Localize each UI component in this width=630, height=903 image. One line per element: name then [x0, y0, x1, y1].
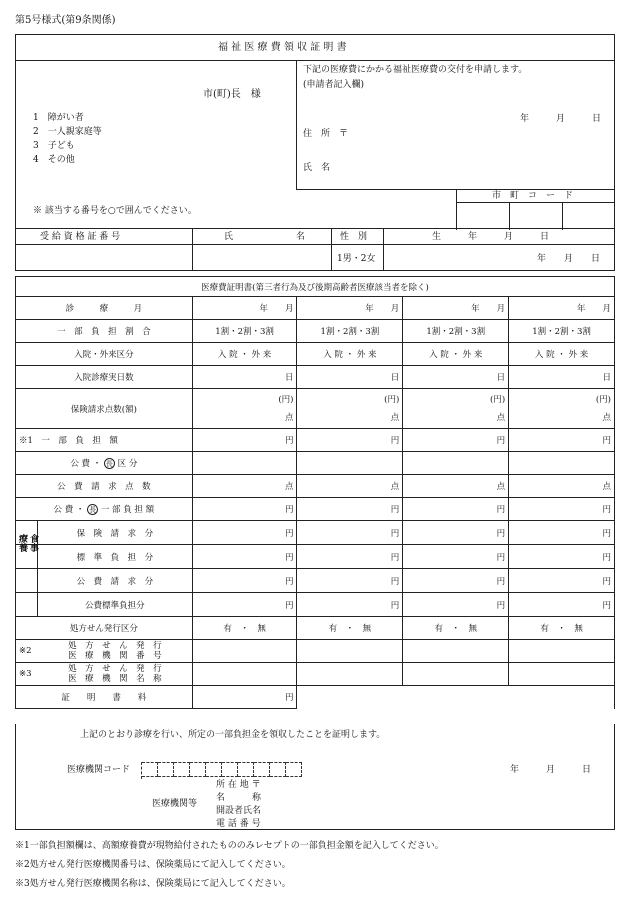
note-2: ※2処方せん発行医療機関番号は、保険薬局にて記入してください。 — [15, 860, 291, 870]
city-code-cell[interactable] — [562, 202, 563, 230]
yen-paren: (円) — [384, 394, 400, 405]
eligibility-col-divider — [383, 229, 384, 271]
meal-column — [16, 593, 38, 616]
yen-paren: (円) — [278, 394, 294, 405]
copay-cell[interactable]: 円 — [297, 429, 403, 452]
days-cell[interactable]: 日 — [403, 366, 509, 389]
rx-name-line: 医 療 機 関 名 称 — [68, 674, 162, 684]
table-row — [16, 389, 615, 429]
form-number: 第5号様式(第9条関係) — [15, 15, 116, 26]
application-date[interactable]: 年 月 日 — [520, 114, 602, 124]
eligibility-col-divider — [192, 229, 193, 271]
rx-no-line: 医 療 機 関 番 号 — [68, 651, 162, 661]
meal-cell[interactable]: 円 — [192, 521, 297, 545]
inst-address[interactable]: 所 在 地 〒 — [216, 780, 261, 790]
fee-blank — [297, 686, 615, 709]
public-copay-cell[interactable]: 円 — [403, 498, 509, 521]
address-field[interactable]: 住 所 〒 — [303, 129, 349, 139]
fee-label: 証 明 書 料 — [16, 686, 193, 709]
ratio-label: 一 部 負 担 割 合 — [16, 320, 193, 343]
meal-cell[interactable]: 円 — [509, 569, 615, 593]
rx-cell[interactable]: 有 ・ 無 — [192, 617, 297, 640]
note-1: ※1一部負担額欄は、高額療養費が現物給付されたもののみレセプトの一部負担金額を記入してください。 — [15, 841, 444, 851]
days-cell[interactable]: 日 — [509, 366, 615, 389]
institution-label: 医療機関等 — [152, 799, 198, 809]
meal-cell[interactable]: 円 — [192, 593, 297, 617]
note-3: ※3処方せん発行医療機関名称は、保険薬局にて記入してください。 — [15, 879, 291, 889]
rx-name-cell[interactable] — [509, 663, 615, 686]
table-row — [16, 569, 615, 593]
public-cat-label: 公 費 ・ 長 区 分 — [16, 452, 193, 475]
certify-text: 上記のとおり診療を行い、所定の一部負担金を領収したことを証明します。 — [80, 730, 386, 740]
rx-no-cell[interactable] — [192, 640, 297, 663]
meal-column — [16, 569, 38, 592]
rx-no-cell[interactable] — [403, 640, 509, 663]
circled-char: 長 — [89, 506, 97, 514]
public-copay-label: 公 費 ・ 長 一 部 負 担 額 — [16, 498, 193, 521]
table-row — [16, 617, 615, 640]
meal-row-label: 保 険 請 求 分 — [76, 528, 154, 539]
cert-header: 医療費証明書(第三者行為及び後期高齢者医療該当者を除く) — [16, 277, 615, 297]
points-cell[interactable] — [509, 389, 615, 429]
yen-paren: (円) — [595, 394, 611, 405]
table-row — [16, 663, 615, 686]
meal-cell[interactable]: 円 — [192, 569, 297, 593]
inout-cell[interactable]: 入 院 ・ 外 来 — [297, 343, 403, 366]
name-field[interactable]: 氏 名 — [303, 163, 331, 173]
ratio-cell[interactable]: 1割・2割・3割 — [403, 320, 509, 343]
points-cell[interactable] — [192, 389, 297, 429]
birth-value[interactable]: 年 月 日 — [537, 254, 601, 264]
public-copay-cell[interactable]: 円 — [192, 498, 297, 521]
birth-label: 生 年 月 日 — [432, 232, 550, 242]
inout-cell[interactable]: 入 院 ・ 外 来 — [403, 343, 509, 366]
table-row — [16, 498, 615, 521]
ratio-cell[interactable]: 1割・2割・3割 — [509, 320, 615, 343]
city-code-cell[interactable] — [509, 202, 510, 230]
table-row — [16, 593, 615, 617]
meal-label-cell — [16, 593, 193, 617]
form-title: 福 祉 医 療 費 領 収 証 明 書 — [218, 42, 347, 53]
meal-cell[interactable]: 円 — [403, 569, 509, 593]
yen-paren: (円) — [490, 394, 506, 405]
table-row — [16, 320, 615, 343]
circled-char: 長 — [105, 460, 113, 468]
points-label: 保険請求点数(額) — [16, 389, 193, 429]
public-cat-cell[interactable] — [509, 452, 615, 475]
meal-vertical-label — [16, 533, 38, 568]
public-cat-cell[interactable] — [192, 452, 297, 475]
sex-value[interactable]: 1男・2女 — [337, 254, 376, 264]
rx-cell[interactable]: 有 ・ 無 — [297, 617, 403, 640]
table-row — [16, 545, 615, 569]
rx-cell[interactable]: 有 ・ 無 — [403, 617, 509, 640]
rx-label: 処方せん発行区分 — [16, 617, 193, 640]
inst-name[interactable]: 名 称 — [216, 793, 262, 803]
public-points-cell[interactable]: 点 — [509, 475, 615, 498]
meal-label: 食事療養 — [17, 533, 38, 552]
rx-name-cell[interactable] — [403, 663, 509, 686]
meal-cell[interactable]: 円 — [403, 593, 509, 617]
ratio-cell[interactable]: 1割・2割・3割 — [192, 320, 297, 343]
eligibility-divider — [15, 244, 615, 245]
sex-label: 性 別 — [340, 232, 368, 242]
eligibility-col-divider — [331, 229, 332, 271]
certification-date[interactable]: 年 月 日 — [510, 765, 592, 775]
rx-name-cell[interactable] — [297, 663, 403, 686]
meal-row-label: 公 費 請 求 分 — [76, 576, 154, 587]
city-code-label: 市 町 コ ー ド — [492, 191, 574, 201]
public-points-cell[interactable]: 点 — [403, 475, 509, 498]
category-3: 3 子ども — [33, 141, 75, 151]
days-label: 入院診療実日数 — [16, 366, 193, 389]
meal-cell[interactable]: 円 — [297, 545, 403, 569]
inout-cell[interactable]: 入 院 ・ 外 来 — [192, 343, 297, 366]
rx-name-cell[interactable] — [192, 663, 297, 686]
rx-name-line: 処 方 せ ん 発 行 — [68, 664, 162, 674]
copay-cell[interactable]: 円 — [403, 429, 509, 452]
category-1: 1 障がい者 — [33, 113, 84, 123]
days-cell[interactable]: 日 — [297, 366, 403, 389]
public-points-label: 公 費 請 求 点 数 — [16, 475, 193, 498]
public-points-cell[interactable]: 点 — [192, 475, 297, 498]
month-cell[interactable]: 年 月 — [509, 297, 615, 320]
institution-code-input[interactable] — [141, 762, 302, 779]
month-cell[interactable]: 年 月 — [192, 297, 297, 320]
table-row — [16, 686, 615, 709]
public-copay-cell[interactable]: 円 — [509, 498, 615, 521]
table-row — [16, 297, 615, 320]
category-2: 2 一人親家庭等 — [33, 127, 102, 137]
certificate-table — [15, 276, 615, 709]
inout-label: 入院・外来区分 — [16, 343, 193, 366]
elig-name-label: 氏 名 — [224, 232, 306, 242]
cert-no-label: 受 給 資 格 証 番 号 — [40, 232, 121, 242]
points-cell[interactable] — [297, 389, 403, 429]
meal-cell[interactable]: 円 — [192, 545, 297, 569]
table-row — [16, 521, 615, 545]
meal-label-cell — [16, 521, 193, 545]
meal-label-cell — [16, 569, 193, 593]
copay-label: ※1 一 部 負 担 額 — [16, 429, 193, 452]
table-row — [16, 475, 615, 498]
rx-no-line: 処 方 せ ん 発 行 — [68, 641, 162, 651]
meal-cell[interactable]: 円 — [403, 521, 509, 545]
public-cat-cell[interactable] — [297, 452, 403, 475]
category-4: 4 その他 — [33, 155, 75, 165]
institution-code-label: 医療機関コード — [67, 765, 131, 775]
rx-no-label — [16, 640, 193, 663]
meal-cell[interactable]: 円 — [509, 593, 615, 617]
meal-cell[interactable]: 円 — [403, 545, 509, 569]
fee-cell[interactable]: 円 — [192, 686, 297, 709]
rx-cell[interactable]: 有 ・ 無 — [509, 617, 615, 640]
city-code-divider — [456, 202, 615, 203]
meal-cell[interactable]: 円 — [297, 569, 403, 593]
applicant-label: (申請者記入欄) — [303, 80, 365, 90]
point-unit: 点 — [602, 412, 611, 423]
table-row — [16, 343, 615, 366]
circle-note: ※ 該当する番号を○で囲んでください。 — [33, 206, 197, 216]
meal-row-label: 公費標準負担分 — [85, 600, 145, 611]
inst-owner[interactable]: 開設者氏名 — [216, 806, 262, 816]
table-row — [16, 452, 615, 475]
point-unit: 点 — [390, 412, 400, 423]
rx-no-cell[interactable] — [509, 640, 615, 663]
meal-cell[interactable]: 円 — [297, 593, 403, 617]
inst-phone[interactable]: 電 話 番 号 — [216, 819, 261, 829]
meal-row-label: 標 準 負 担 分 — [76, 552, 154, 563]
rx-name-mark: ※3 — [19, 669, 32, 679]
table-row — [16, 429, 615, 452]
rx-name-label — [16, 663, 193, 686]
meal-cell[interactable]: 円 — [509, 521, 615, 545]
public-cat-cell[interactable] — [403, 452, 509, 475]
title-divider — [15, 60, 615, 61]
point-unit: 点 — [284, 412, 294, 423]
days-cell[interactable]: 日 — [192, 366, 297, 389]
mayor-label: 市(町)長 様 — [203, 89, 261, 100]
public-copay-cell[interactable]: 円 — [297, 498, 403, 521]
table-row — [16, 366, 615, 389]
inout-cell[interactable]: 入 院 ・ 外 来 — [509, 343, 615, 366]
meal-cell[interactable]: 円 — [509, 545, 615, 569]
rx-no-mark: ※2 — [19, 646, 32, 656]
point-unit: 点 — [496, 412, 506, 423]
month-label: 診 療 月 — [16, 297, 193, 320]
copay-cell[interactable]: 円 — [509, 429, 615, 452]
month-cell[interactable]: 年 月 — [403, 297, 509, 320]
points-cell[interactable] — [403, 389, 509, 429]
rx-no-cell[interactable] — [297, 640, 403, 663]
copay-cell[interactable]: 円 — [192, 429, 297, 452]
applicant-divider — [296, 60, 297, 190]
month-cell[interactable]: 年 月 — [297, 297, 403, 320]
meal-cell[interactable]: 円 — [297, 521, 403, 545]
application-text: 下記の医療費にかかる福祉医療費の交付を申請します。 — [303, 65, 528, 75]
public-points-cell[interactable]: 点 — [297, 475, 403, 498]
ratio-cell[interactable]: 1割・2割・3割 — [297, 320, 403, 343]
table-row — [16, 640, 615, 663]
